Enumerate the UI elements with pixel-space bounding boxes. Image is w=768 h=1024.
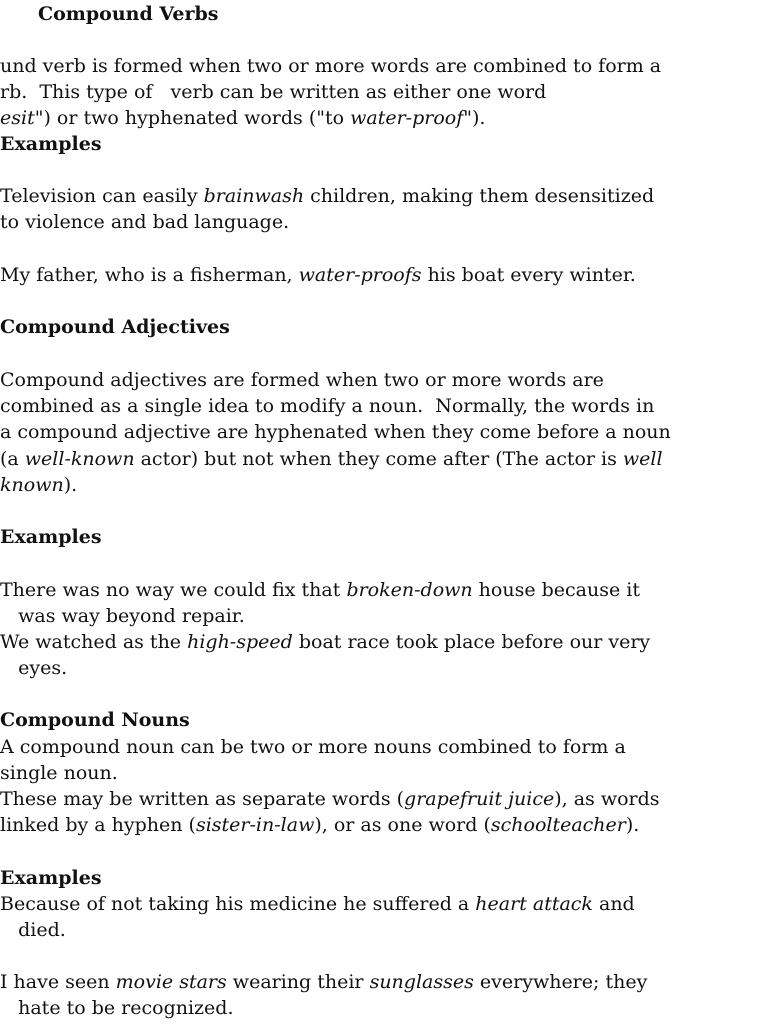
- text-run: combined as a single idea to modify a noun. Normally, the words in: [0, 395, 655, 417]
- text-run: single noun.: [0, 762, 118, 784]
- text-run: These may be written as separate words (: [0, 788, 405, 810]
- text-run: linked by a hyphen (: [0, 814, 196, 836]
- text-run: died.: [0, 919, 66, 941]
- nouns-intro-line-2: [0, 762, 118, 784]
- adjectives-example-1-line-1: [0, 579, 640, 601]
- italic-term: brainwash: [203, 185, 305, 207]
- text-run: house because it: [472, 579, 640, 601]
- text-run: A compound noun can be two or more nouns combined to form a: [0, 736, 626, 758]
- text-run: wearing their: [226, 971, 370, 993]
- text-run: and: [592, 893, 635, 915]
- verbs-examples-heading: Examples: [0, 133, 102, 155]
- italic-term: sister-in-law: [195, 814, 315, 836]
- text-run: to violence and bad language.: [0, 211, 290, 233]
- text-run: ").: [463, 107, 486, 129]
- text-run: I have seen: [0, 971, 116, 993]
- italic-term: heart attack: [475, 893, 593, 915]
- text-run: (a: [0, 448, 25, 470]
- nouns-example-2-line-2: [0, 997, 234, 1019]
- nouns-example-2-line-1: [0, 971, 647, 993]
- verbs-intro-line-1: [0, 55, 661, 77]
- italic-term: high-speed: [187, 631, 293, 653]
- nouns-intro-line-4: [0, 814, 639, 836]
- text-run: children, making them desensitized: [304, 185, 655, 207]
- adjectives-example-1-line-2: [0, 605, 245, 627]
- text-run: ), or as one word (: [314, 814, 491, 836]
- adjectives-intro-line-4: [0, 448, 663, 470]
- text-run: actor) but not when they come after (The actor is: [134, 448, 623, 470]
- heading-compound-adjectives: Compound Adjectives: [0, 316, 230, 338]
- nouns-example-1-line-1: [0, 893, 635, 915]
- text-run: My father, who is a fisherman,: [0, 264, 299, 286]
- text-run: ).: [625, 814, 640, 836]
- text-run: Because of not taking his medicine he suffered a: [0, 893, 476, 915]
- adjectives-intro-line-5: [0, 474, 77, 496]
- verbs-example-1-line-1: [0, 185, 654, 207]
- nouns-intro-line-3: [0, 788, 660, 810]
- nouns-intro-line-1: [0, 736, 626, 758]
- heading-compound-nouns: Compound Nouns: [0, 709, 190, 731]
- italic-term: schoolteacher: [490, 814, 626, 836]
- italic-term: movie stars: [115, 971, 227, 993]
- nouns-example-1-line-2: [0, 919, 66, 941]
- italic-term: water-proofs: [298, 264, 422, 286]
- text-run: und verb is formed when two or more words are combined to form a: [0, 55, 662, 77]
- text-run: was way beyond repair.: [0, 605, 245, 627]
- verbs-example-2-line-1: [0, 264, 636, 286]
- text-run: everywhere; they: [473, 971, 648, 993]
- heading-compound-verbs: Compound Verbs: [38, 3, 219, 25]
- adjectives-intro-line-1: [0, 369, 604, 391]
- italic-term: known: [0, 474, 64, 496]
- text-run: Compound adjectives are formed when two or more words are: [0, 369, 604, 391]
- italic-term: well: [622, 448, 663, 470]
- italic-term: sunglasses: [369, 971, 474, 993]
- text-run: ") or two hyphenated words ("to: [34, 107, 351, 129]
- text-run: boat race took place before our very: [292, 631, 651, 653]
- text-run: We watched as the: [0, 631, 188, 653]
- italic-term: well-known: [24, 448, 135, 470]
- text-run: ), as words: [554, 788, 660, 810]
- adjectives-examples-heading: Examples: [0, 526, 102, 548]
- adjectives-intro-line-3: [0, 421, 671, 443]
- verbs-intro-line-2: [0, 81, 546, 103]
- text-run: hate to be recognized.: [0, 997, 234, 1019]
- verbs-example-1-line-2: [0, 211, 289, 233]
- adjectives-intro-line-2: [0, 395, 654, 417]
- verbs-intro-line-3: [0, 107, 485, 129]
- nouns-examples-heading: Examples: [0, 867, 102, 889]
- italic-term: water-proof: [350, 107, 464, 129]
- text-run: Television can easily: [0, 185, 204, 207]
- text-run: his boat every winter.: [421, 264, 636, 286]
- text-run: a compound adjective are hyphenated when they come before a noun: [0, 421, 671, 443]
- adjectives-example-2-line-1: [0, 631, 650, 653]
- text-run: There was no way we could fix that: [0, 579, 347, 601]
- adjectives-example-2-line-2: [0, 657, 67, 679]
- italic-term: broken-down: [346, 579, 473, 601]
- italic-term: esit: [0, 107, 35, 129]
- italic-term: grapefruit juice: [404, 788, 555, 810]
- text-run: eyes.: [0, 657, 68, 679]
- text-run: rb. This type of verb can be written as either one word: [0, 81, 547, 103]
- text-run: ).: [63, 474, 78, 496]
